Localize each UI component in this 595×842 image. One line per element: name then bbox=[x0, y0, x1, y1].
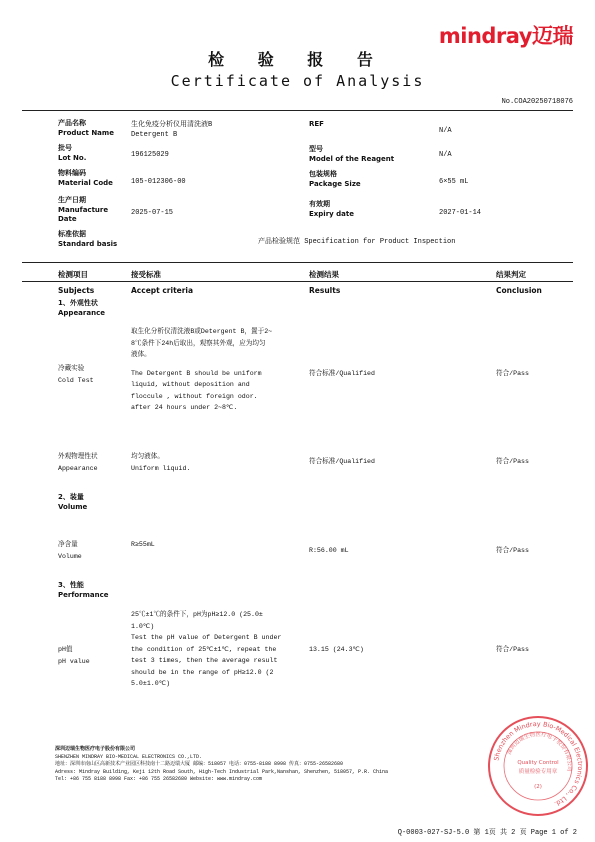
heading-cn: 检测结果 bbox=[309, 270, 339, 279]
criteria-line: 均匀液体。 bbox=[131, 453, 164, 460]
ph-criteria bbox=[131, 609, 281, 690]
label-en: Package Size bbox=[309, 179, 361, 188]
page-info: Q-0003-027-SJ-5.0 第 1页 共 2 页 Page 1 of 2 bbox=[397, 829, 577, 837]
ph-subject bbox=[58, 644, 90, 667]
subject-en: Volume bbox=[58, 552, 82, 560]
criteria-line: liquid, without deposition and bbox=[131, 381, 250, 388]
criteria-line: Test the pH value of Detergent B under bbox=[131, 634, 282, 641]
label-en: Standard basis bbox=[58, 239, 118, 248]
label-cn: 批号 bbox=[58, 144, 72, 152]
stamp-center-cn: 质量检验专用章 bbox=[518, 769, 558, 775]
material-value: 105-012306-00 bbox=[131, 178, 186, 186]
quality-control-stamp bbox=[486, 714, 590, 818]
label-en: Model of the Reagent bbox=[309, 154, 395, 163]
subject-cn: 外观物理性状 bbox=[58, 453, 98, 460]
criteria-line: the condition of 25℃±1℃, repeat the bbox=[131, 645, 277, 653]
criteria-line: 1.0℃) bbox=[131, 622, 155, 630]
volume-result: R:56.00 mL bbox=[309, 547, 349, 554]
standard-basis-value: 产品检验规范 Specification for Product Inspection bbox=[258, 238, 456, 246]
volume-criteria: R≥55mL bbox=[131, 541, 155, 548]
standard-basis-label bbox=[58, 230, 117, 249]
criteria-line: 25℃±1℃的条件下，pH为pH≥12.0 (25.0± bbox=[131, 611, 263, 618]
volume-subject bbox=[58, 539, 82, 562]
ph-conclusion: 符合/Pass bbox=[496, 646, 529, 653]
title-english: Certificate of Analysis bbox=[170, 72, 425, 90]
label-cn: 产品名称 bbox=[58, 119, 86, 127]
criteria-line: 取生化分析仪清洗液B或Detergent B，置于2~ bbox=[131, 328, 273, 335]
material-label bbox=[58, 169, 113, 188]
package-value: 6×55 mL bbox=[439, 178, 469, 186]
company-name-cn: 深圳迈瑞生物医疗电子股份有限公司 bbox=[55, 746, 136, 752]
section-title-cn: 3、性能 bbox=[58, 581, 84, 589]
column-accept-criteria bbox=[131, 270, 193, 296]
label-cn: 型号 bbox=[309, 145, 323, 153]
section-title-cn: 1、外观性状 bbox=[58, 299, 98, 307]
subject-en: Appearance bbox=[58, 464, 98, 472]
section-title-en: Volume bbox=[58, 503, 88, 511]
criteria-line: should be in the range of pH≥12.0 (2 bbox=[131, 668, 274, 676]
heading-en: Accept criteria bbox=[131, 285, 194, 295]
divider bbox=[22, 110, 573, 111]
ph-result: 13.15 (24.3℃) bbox=[309, 646, 364, 653]
label-cn: 生产日期 bbox=[58, 196, 86, 204]
heading-cn: 结果判定 bbox=[496, 270, 526, 279]
label-cn: 物料编码 bbox=[58, 169, 86, 177]
address-cn: 地址：深圳市南山区高新技术产业园区科技南十二路迈瑞大厦 邮编：518057 电话：0755-8188 8998 传真：0755-26582680 bbox=[55, 761, 344, 767]
section-performance bbox=[58, 580, 109, 600]
contact-line: Tel: +86 755 8188 8998 Fax: +86 755 26582680 Website: www.mindray.com bbox=[55, 776, 263, 782]
label-cn: 标准依据 bbox=[58, 230, 86, 238]
divider bbox=[22, 281, 573, 282]
stamp-outer-text: Shenzhen Mindray Bio-Medical Electronics Co., Ltd. bbox=[492, 719, 585, 809]
criteria-line: 液体。 bbox=[131, 351, 151, 358]
value-line: 生化免疫分析仪用清洗液B bbox=[131, 121, 213, 129]
section-title-cn: 2、装量 bbox=[58, 493, 84, 501]
appearance-subject bbox=[58, 451, 98, 474]
label-en: Expiry date bbox=[309, 209, 354, 218]
heading-en: Subjects bbox=[58, 285, 95, 295]
mindray-logo: mindray迈瑞 bbox=[438, 24, 573, 48]
criteria-line: The Detergent B should be uniform bbox=[131, 369, 262, 377]
company-footer bbox=[55, 746, 388, 784]
column-results bbox=[309, 270, 340, 296]
model-value: N/A bbox=[439, 151, 452, 159]
volume-conclusion: 符合/Pass bbox=[496, 547, 529, 554]
model-label bbox=[309, 145, 394, 164]
label-en: Product Name bbox=[58, 128, 114, 137]
address-en: Adress: Mindray Building, Keji 12th Road South, High-Tech Industrial Park,Nanshan, Shenzhen, 518057, P.R. China bbox=[55, 768, 389, 775]
subject-en: Cold Test bbox=[58, 376, 94, 384]
criteria-line: Uniform liquid. bbox=[131, 464, 191, 472]
package-label bbox=[309, 170, 361, 189]
expiry-date-label bbox=[309, 200, 354, 219]
label-en: Manufacture bbox=[58, 205, 109, 214]
section-title-en: Appearance bbox=[58, 309, 105, 317]
company-name-en: SHENZHEN MINDRAY BIO-MEDICAL ELECTRONICS CO.,LTD. bbox=[55, 753, 203, 760]
stamp-center-en: Quality Control bbox=[517, 760, 559, 766]
divider bbox=[22, 262, 573, 263]
cold-test-criteria bbox=[131, 326, 272, 414]
label-cn: 包装规格 bbox=[309, 170, 337, 178]
criteria-line: test 3 times, then the average result bbox=[131, 657, 278, 664]
label-en: Date bbox=[58, 215, 77, 223]
subject-cn: pH值 bbox=[58, 646, 73, 653]
ref-value: N/A bbox=[439, 127, 452, 135]
appearance-criteria bbox=[131, 451, 190, 474]
cold-test-subject bbox=[58, 363, 94, 386]
manufacture-date-label bbox=[58, 196, 108, 225]
column-subjects bbox=[58, 270, 94, 296]
criteria-line: floccule , without foreign odor. bbox=[131, 392, 258, 400]
subject-en: pH value bbox=[58, 657, 90, 665]
product-name-label bbox=[58, 119, 114, 138]
expiry-date-value: 2027-01-14 bbox=[439, 209, 482, 217]
title-chinese: 检 验 报 告 bbox=[208, 50, 387, 69]
lot-label bbox=[58, 144, 86, 163]
stamp-inner-text: 深圳迈瑞生物医疗电子股份有限公司 bbox=[506, 731, 573, 772]
section-volume bbox=[58, 492, 87, 512]
section-title-en: Performance bbox=[58, 591, 109, 599]
ref-label: REF bbox=[309, 120, 324, 128]
label-cn: 有效期 bbox=[309, 200, 330, 208]
product-name-value bbox=[131, 120, 212, 140]
appearance-result: 符合标准/Qualified bbox=[309, 458, 375, 465]
manufacture-date-value: 2025-07-15 bbox=[131, 209, 174, 217]
heading-en: Conclusion bbox=[496, 285, 542, 295]
value-line: Detergent B bbox=[131, 131, 178, 139]
document-number: No.COA20250718076 bbox=[501, 98, 573, 106]
cold-test-conclusion: 符合/Pass bbox=[496, 370, 529, 377]
column-conclusion bbox=[496, 270, 542, 296]
label-en: Lot No. bbox=[58, 153, 87, 162]
appearance-conclusion: 符合/Pass bbox=[496, 458, 529, 465]
section-appearance bbox=[58, 298, 105, 318]
cold-test-result: 符合标准/Qualified bbox=[309, 370, 375, 377]
criteria-line: 8℃条件下24h后取出，观察其外观，应为均匀 bbox=[131, 339, 266, 347]
heading-en: Results bbox=[309, 285, 341, 295]
heading-cn: 检测项目 bbox=[58, 270, 88, 279]
subject-cn: 净含量 bbox=[58, 541, 78, 548]
label-en: Material Code bbox=[58, 178, 113, 187]
criteria-line: 5.0±1.0℃) bbox=[131, 680, 171, 687]
stamp-number: (2) bbox=[534, 784, 542, 790]
heading-cn: 接受标准 bbox=[131, 270, 161, 279]
criteria-line: after 24 hours under 2~8℃. bbox=[131, 404, 238, 411]
lot-value: 196125029 bbox=[131, 151, 169, 159]
subject-cn: 冷藏实验 bbox=[58, 365, 85, 372]
